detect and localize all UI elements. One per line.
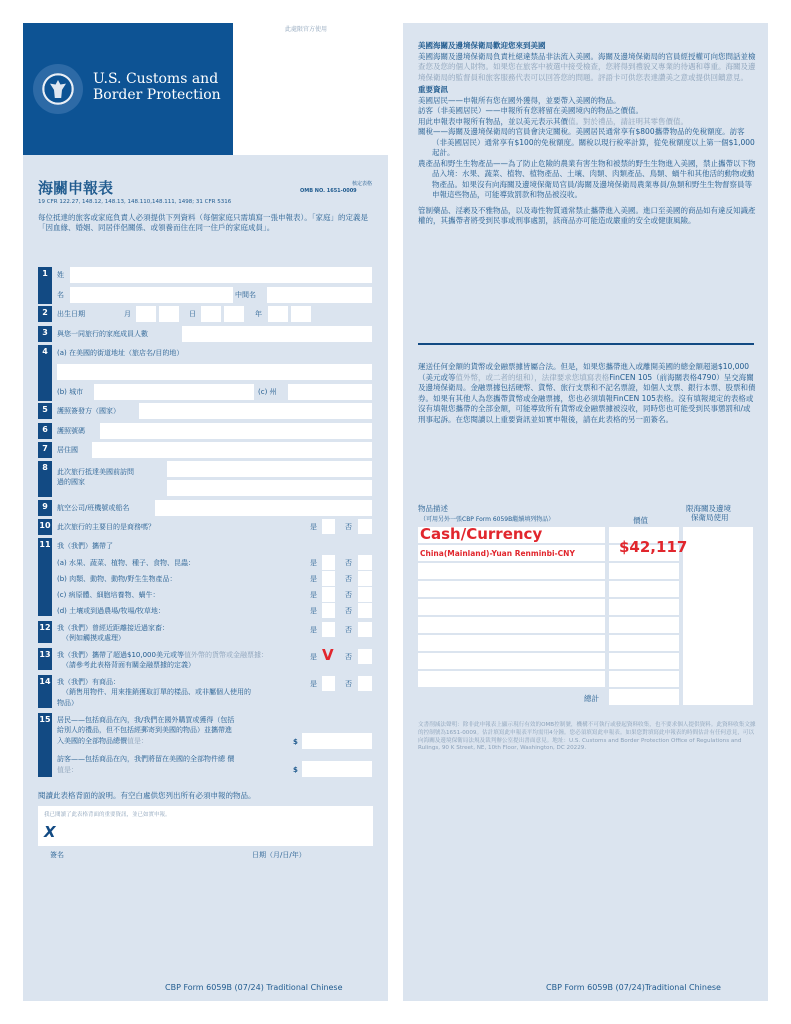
goods-desc-cell[interactable] (418, 671, 605, 687)
item-number-8: 8 (38, 461, 52, 497)
airline-field[interactable] (155, 500, 372, 516)
dob-month-label: 月 (124, 310, 131, 318)
paperwork-reduction-act-notice: 文書削減法聲明：除非此申報表上顯示現行有效的OMB控制號，機構不可執行或發起資料收集，也不要求個人提供資料。此資料收集文據的控制號為1651-0009。估計填寫此申報表平均需用4分鐘。您必須填寫此申報表。如果您對填寫此申報表的時間估計有任何意見，可以向海關及邊境保衛局法規及裁判辦公室提出書面意見。地址：U.S. Customs and Border Protection Office of Regulations and Rulings, 90 K Street, NE, 10th Floor, Washington, DC 20229. (418, 722, 756, 752)
no-label: 否 (345, 626, 352, 634)
yes-label: 是 (310, 653, 317, 661)
given-name-label: 名 (57, 291, 64, 299)
residents-paragraph: 美國居民——申報所有您在國外獲得，並要帶入美國的物品。 (418, 95, 621, 105)
form-title: 海關申報表 (38, 179, 114, 197)
date-label: 日期（月/日/年） (252, 851, 306, 859)
countries-visited-label-1: 此次旅行抵達美國前訪問 (57, 468, 134, 476)
official-use-label: 此處限官方使用 (285, 26, 328, 33)
surname-field[interactable] (70, 267, 372, 283)
q11d-label: (d) 土壤或到過農場/牧場/牧草地： (57, 607, 165, 615)
cbp-use-only-cell (683, 527, 753, 705)
goods-value-cell[interactable] (609, 635, 679, 651)
q11c-no-checkbox[interactable] (358, 587, 372, 602)
q12-yes-checkbox[interactable] (322, 622, 335, 637)
item-number-11: 11 (38, 538, 52, 616)
q13-label-2: （請參考此表格背面有關金融票據的定義） (62, 661, 195, 669)
state-label: (c) 州 (258, 388, 277, 396)
q13-label-1: 我（我們）攜帶了超過$10,000美元或等值外幣的貨幣或金融票據： (57, 651, 268, 659)
q10-yes-checkbox[interactable] (322, 519, 335, 534)
q15-resident-label-1: 居民——包括商品在內，我/我們在國外購買或獲得（包括 (57, 716, 235, 724)
q11c-label: (c) 病原體、細胞培養物、蝸牛： (57, 591, 160, 599)
omb-number: OMB NO. 1651-0009 (300, 188, 357, 194)
back-footer: CBP Form 6059B (07/24)Traditional Chinese (546, 983, 721, 992)
goods-desc-cell[interactable] (418, 617, 605, 633)
section-divider (418, 343, 754, 345)
front-footer: CBP Form 6059B (07/24) Traditional Chinese (165, 983, 343, 992)
goods-value-header: 價值 (633, 516, 648, 525)
passport-country-label: 護照簽發方（國家） (57, 407, 120, 415)
goods-total-cell[interactable] (609, 689, 679, 705)
visitor-total-value-field[interactable] (302, 761, 372, 777)
countries-visited-field-1[interactable] (167, 461, 372, 477)
q14-label-2: （銷售用物件、用來推銷獲取訂單的樣品、或非屬個人使用的 (62, 688, 251, 696)
q14-yes-checkbox[interactable] (322, 676, 335, 691)
item-number-6: 6 (38, 423, 52, 439)
q15-resident-label-3: 入美國的全部物品總價值是： (57, 737, 148, 745)
no-label: 否 (345, 607, 352, 615)
q12-no-checkbox[interactable] (358, 622, 372, 637)
no-label: 否 (345, 591, 352, 599)
q11a-yes-checkbox[interactable] (322, 555, 335, 570)
agency-name: U.S. Customs and Border Protection (93, 71, 221, 103)
dob-month-field-2[interactable] (159, 306, 179, 322)
q14-label-3: 物品） (57, 699, 78, 707)
street-address-field[interactable] (57, 364, 372, 380)
state-field[interactable] (288, 384, 372, 400)
q14-no-checkbox[interactable] (358, 676, 372, 691)
goods-desc-cell[interactable] (418, 581, 605, 597)
goods-value-cell[interactable] (609, 653, 679, 669)
cbp-use-header-2: 保衛局使用 (691, 513, 729, 522)
signature-label: 簽名 (50, 851, 64, 859)
q13-yes-checkmark[interactable]: V (322, 646, 334, 664)
controlled-paragraph: 管制藥品、淫褻及不雅物品，以及毒性物質通常禁止攜帶進入美國。進口至美國的商品如有違反知識產權的，其攜帶者將受到民事或刑事處罰，該商品亦可能造成嚴重的安全或健康風險。 (418, 205, 756, 225)
q11b-label: (b) 肉類、動物、動物/野生生物產品： (57, 575, 177, 583)
city-field[interactable] (94, 384, 254, 400)
q15-resident-label-2: 給別人的禮品，但不包括經郵寄到美國的物品）並攜帶進 (57, 726, 232, 734)
intro-paragraph: 美國海關及邊境保衛局負責杜絕違禁品非法流入美國。海關及邊境保衛局的官員經授權可向您問話並檢查您及您的個人財物。如果您在旅客中被選中接受檢查，您將得到禮貌又專業的待遇和尊重。海關及邊境保衛局的監督員和旅客服務代表可以回答您的問題。評語卡可供您表達讚美之意或提供回饋意見。 (418, 51, 756, 82)
item-number-3: 3 (38, 326, 52, 342)
passport-country-field[interactable] (139, 403, 372, 419)
city-label: (b) 城市 (57, 388, 84, 396)
goods-desc-cell[interactable] (418, 599, 605, 615)
dob-day-field-2[interactable] (224, 306, 244, 322)
signature-statement: 我已閱讀了此表格背面的重要資訊，並已如實申報。 (44, 812, 171, 818)
item-number-5: 5 (38, 403, 52, 419)
q11a-no-checkbox[interactable] (358, 555, 372, 570)
no-label: 否 (345, 653, 352, 661)
street-address-label: (a) 在美國的街道地址（旅店名/目的地） (57, 349, 184, 357)
goods-value-cell[interactable] (609, 563, 679, 579)
dollar-sign: $ (293, 766, 298, 774)
passport-number-field[interactable] (100, 423, 372, 439)
goods-desc-cell[interactable] (418, 635, 605, 651)
q12-label-1: 我（我們）曾經近距離接近過家畜： (57, 624, 169, 632)
residence-label: 居住國 (57, 446, 78, 454)
cfr-reference: 19 CFR 122.27, 148.12, 148.13, 148.110,148.111, 1498; 31 CFR 5316 (38, 199, 232, 205)
dob-year-field-2[interactable] (291, 306, 311, 322)
family-count-label: 與您一同旅行的家庭成員人數 (57, 330, 148, 338)
read-notice: 閱讀此表格背面的說明。有空白處供您列出所有必須申報的物品。 (38, 791, 256, 800)
declare-paragraph: 用此申報表申報所有物品，並以美元表示其價值。對於禮品，請註明其零售價值。 (418, 116, 688, 126)
q11d-no-checkbox[interactable] (358, 603, 372, 618)
yes-label: 是 (310, 680, 317, 688)
q11d-yes-checkbox[interactable] (322, 603, 335, 618)
item-number-7: 7 (38, 442, 52, 458)
bringing-label: 我（我們）攜帶了 (57, 542, 113, 550)
q11a-label: (a) 水果、蔬菜、植物、種子、食物、昆蟲： (57, 559, 195, 567)
goods-desc-subheader: （可用另外一張CBP Form 6059B繼續填列物品） (420, 516, 555, 523)
q14-label-1: 我（我們）有商品： (57, 678, 120, 686)
important-heading: 重要資訊 (418, 85, 448, 94)
dob-month-field-1[interactable] (136, 306, 156, 322)
goods-row-1-value: $42,117 (619, 538, 688, 556)
cbp-use-header-1: 限海關及邊境 (686, 504, 731, 513)
business-purpose-label: 此次旅行的主要目的是商務嗎？ (57, 523, 155, 531)
dob-year-field-1[interactable] (268, 306, 288, 322)
duty-paragraph: 關稅——海關及邊境保衛局的官員會決定關稅。美國居民通常享有$800攜帶物品的免稅額度。訪客（非美國居民）通常享有$100的免稅額度。關稅以現行稅率計算，從免稅額度以上第一個$1,000起計。 (418, 127, 755, 157)
surname-label: 姓 (57, 271, 64, 279)
q10-no-checkbox[interactable] (358, 519, 372, 534)
currency-paragraph: 運送任何金額的貨幣或金融票據皆屬合法。但是，如果您攜帶進入或離開美國的總金額超過$10,000（美元或等值外幣，或二者的組和），法律要求您填寫表格FinCEN 105（前海關表格4790）呈交海關及邊境保衛局。金融票據包括硬幣、貨幣、旅行支票和不記名票證，如個人支票、銀行本票、股票和債券。如果有其他人為您攜帶貨幣或金融票據，您也必須填報FinCEN 105表格。沒有填報規定的表格或沒有填報您攜帶的全部金額，可能導致所有貨幣或金融票據被沒收，同時您也可能受到民事懲罰和/或刑事起訴。在您閱讀以上重要資訊並如實申報後，請在此表格的另一面簽名。 (418, 362, 756, 424)
dob-day-label: 日 (189, 310, 196, 318)
form-intro: 每位抵達的旅客或家庭負責人必須提供下列資料（每個家庭只需填寫一張申報表）。「家庭」的定義是「因血緣、婚姻、同居伴侶關係、或領養而住在同一住戶的家庭成員」。 (38, 213, 368, 232)
yes-label: 是 (310, 523, 317, 531)
item-number-15: 15 (38, 713, 52, 777)
item-number-4: 4 (38, 345, 52, 401)
yes-label: 是 (310, 575, 317, 583)
visitors-paragraph: 訪客（非美國居民）——申報所有您將留在美國境內的物品之價值。 (418, 106, 643, 115)
resident-total-value-field[interactable] (302, 733, 372, 749)
item-number-1: 1 (38, 267, 52, 304)
airline-label: 航空公司/班機號或船名 (57, 504, 130, 512)
middle-name-field[interactable] (267, 287, 372, 303)
yes-label: 是 (310, 591, 317, 599)
countries-visited-label-2: 過的國家 (57, 478, 85, 486)
passport-number-label: 護照號碼 (57, 427, 85, 435)
goods-value-cell[interactable] (609, 617, 679, 633)
no-label: 否 (345, 575, 352, 583)
dob-day-field-1[interactable] (201, 306, 221, 322)
dob-year-label: 年 (255, 310, 262, 318)
dollar-sign: $ (293, 738, 298, 746)
item-number-2: 2 (38, 306, 52, 322)
q11b-yes-checkbox[interactable] (322, 571, 335, 586)
goods-desc-cell[interactable] (418, 653, 605, 669)
back-info-text (418, 41, 756, 227)
no-label: 否 (345, 523, 352, 531)
cbp-seal-icon (33, 64, 83, 114)
yes-label: 是 (310, 607, 317, 615)
q12-label-2: （例如觸摸或處理） (62, 634, 125, 642)
approved-label: 核定表格 (351, 181, 372, 187)
dob-label: 出生日期 (57, 310, 85, 318)
q15-visitor-label-2: 值是： (57, 766, 78, 774)
yes-label: 是 (310, 626, 317, 634)
no-label: 否 (345, 680, 352, 688)
yes-label: 是 (310, 559, 317, 567)
no-label: 否 (345, 559, 352, 567)
item-number-13: 13 (38, 648, 52, 670)
goods-desc-cell[interactable] (418, 563, 605, 579)
middle-name-label: 中間名 (235, 291, 256, 299)
residence-field[interactable] (92, 442, 372, 458)
goods-row-1-detail: China(Mainland)-Yuan Renminbi-CNY (420, 549, 575, 558)
cbp-logo-banner (23, 23, 233, 155)
item-number-14: 14 (38, 675, 52, 708)
goods-value-cell[interactable] (609, 599, 679, 615)
goods-total-label: 總計 (584, 694, 599, 703)
agriculture-paragraph: 農產品和野生生物產品——為了防止危險的農業有害生物和被禁的野生生物進入美國，禁止攜帶以下物品入境：水果、蔬菜、植物、植物產品、土壤、肉類、肉類產品、鳥類、蝸牛和其他活的動物或動物產品。如果沒有向海關及邊境保衛局官員/海關及邊境保衛局農業專員/魚類和野生生物督察員等申報這些物品，可能導致罰款和物品被沒收。 (418, 158, 756, 199)
welcome-heading: 美國海關及邊境保衛局歡迎您來到美國 (418, 41, 546, 50)
item-number-10: 10 (38, 519, 52, 535)
item-number-9: 9 (38, 500, 52, 516)
family-count-field[interactable] (182, 326, 372, 342)
goods-row-1-description: Cash/Currency (420, 525, 543, 543)
signature-x-mark: X (44, 823, 56, 841)
q11c-yes-checkbox[interactable] (322, 587, 335, 602)
q11b-no-checkbox[interactable] (358, 571, 372, 586)
given-name-field[interactable] (70, 287, 233, 303)
goods-desc-header: 物品描述 (418, 504, 448, 513)
q13-no-checkbox[interactable] (358, 649, 372, 664)
item-number-12: 12 (38, 621, 52, 643)
goods-value-cell[interactable] (609, 671, 679, 687)
countries-visited-field-2[interactable] (167, 480, 372, 496)
goods-value-cell[interactable] (609, 581, 679, 597)
q15-visitor-label-1: 訪客——包括商品在內，我們將留在美國的全部物件總 價 (57, 755, 235, 763)
